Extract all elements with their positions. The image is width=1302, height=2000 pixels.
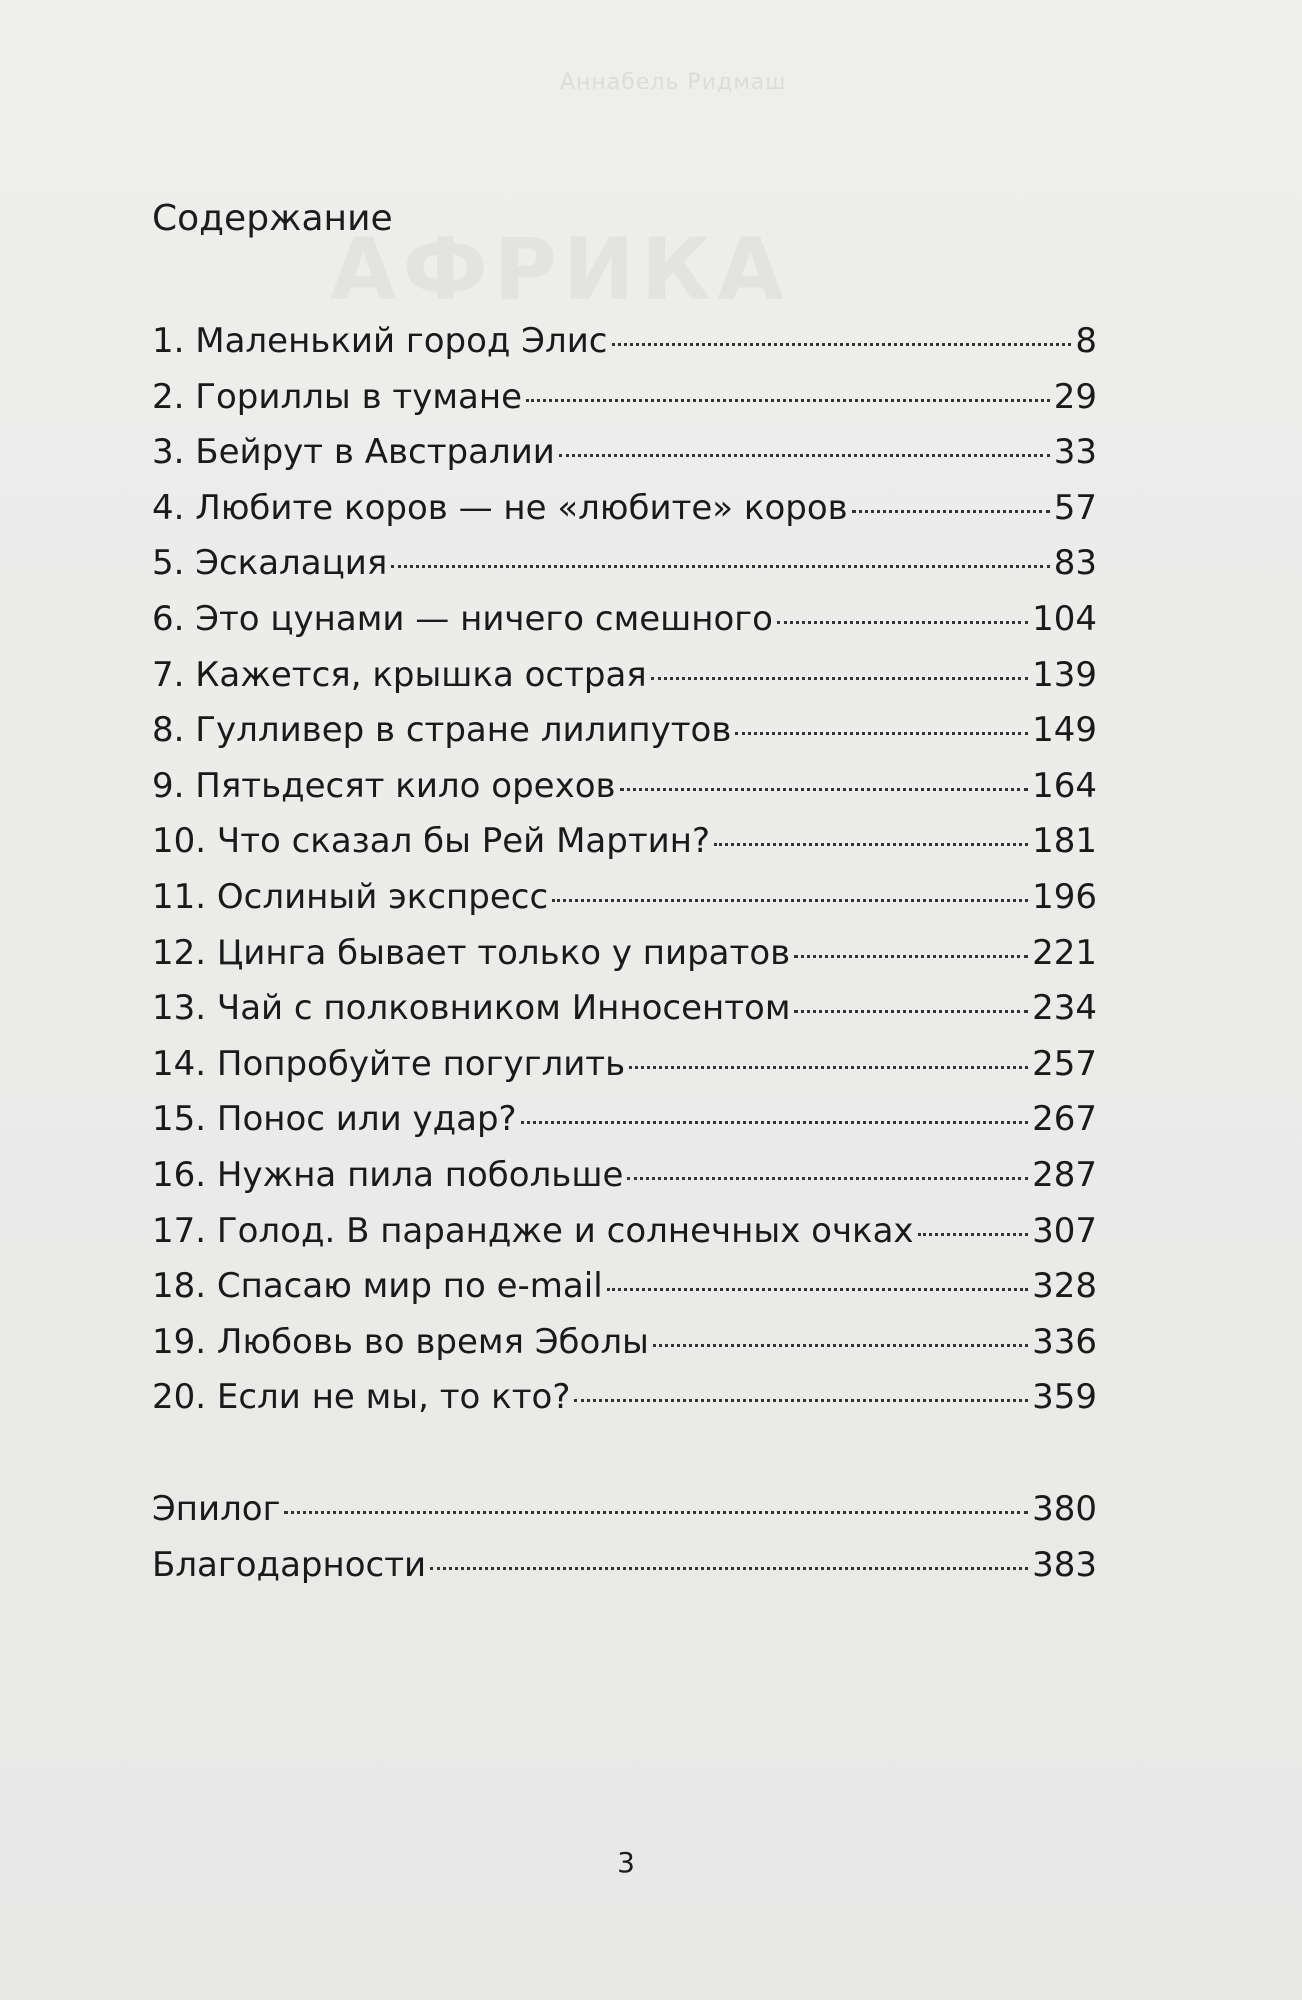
toc-entry-page: 57 <box>1053 487 1097 528</box>
toc-entry-title: 9. Пятьдесят кило орехов <box>152 765 616 806</box>
toc-entry <box>152 370 1097 426</box>
toc-entry-title: 17. Голод. В парандже и солнечных очках <box>152 1210 914 1251</box>
dot-leader <box>852 510 1050 513</box>
toc-entry <box>152 870 1097 926</box>
toc-entry-page: 83 <box>1053 543 1097 584</box>
toc-entry-page: 8 <box>1075 321 1097 361</box>
dot-leader <box>627 1177 1028 1180</box>
toc-entry-title: 14. Попробуйте погуглить <box>152 1043 626 1084</box>
toc-entry-title: 3. Бейрут в Австралии <box>152 432 555 473</box>
dot-leader <box>526 399 1050 402</box>
toc-entry-title: 4. Любите коров — не «любите» коров <box>152 487 848 528</box>
dot-leader <box>552 899 1028 902</box>
toc-entry <box>152 425 1097 481</box>
toc-entry <box>152 1092 1097 1148</box>
toc-entry-title: 20. Если не мы, то кто? <box>152 1377 571 1418</box>
toc-entry-page: 307 <box>1032 1210 1097 1251</box>
bleed-through-title: АФРИКА <box>330 220 790 320</box>
page-number: 3 <box>617 1846 635 1879</box>
toc-entry-title: 2. Гориллы в тумане <box>152 376 522 417</box>
toc-entry-page: 380 <box>1032 1489 1097 1529</box>
toc-entry <box>152 592 1097 648</box>
dot-leader <box>629 1066 1028 1069</box>
toc-entry-page: 328 <box>1032 1266 1097 1307</box>
toc-entry-page: 149 <box>1032 710 1097 751</box>
toc-entry-page: 383 <box>1032 1544 1097 1585</box>
bleed-through-header: Аннабель Ридмаш <box>560 70 787 95</box>
toc-entry <box>152 1482 1097 1538</box>
dot-leader <box>391 565 1049 568</box>
dot-leader <box>574 1399 1028 1402</box>
toc-entry <box>152 648 1097 704</box>
toc-entry-title: 19. Любовь во время Эболы <box>152 1321 649 1362</box>
toc-entry-page: 221 <box>1032 932 1097 973</box>
toc-entry-page: 139 <box>1032 654 1097 695</box>
toc-entry-page: 267 <box>1032 1099 1097 1140</box>
toc-entry <box>152 1037 1097 1093</box>
dot-leader <box>284 1511 1028 1514</box>
dot-leader <box>620 788 1029 791</box>
toc-entry <box>152 1204 1097 1260</box>
toc-chapter-list <box>152 314 1097 1426</box>
dot-leader <box>777 621 1028 624</box>
dot-leader <box>559 454 1050 457</box>
toc-entry-page: 181 <box>1032 821 1097 862</box>
toc-entry-title: 12. Цинга бывает только у пиратов <box>152 932 791 973</box>
toc-entry-title: 5. Эскалация <box>152 543 388 584</box>
toc-entry-page: 336 <box>1032 1321 1097 1362</box>
toc-title: Содержание <box>152 198 393 239</box>
toc-entry-title: Эпилог <box>152 1489 281 1529</box>
dot-leader <box>794 955 1028 958</box>
dot-leader <box>612 343 1072 346</box>
toc-entry <box>152 1370 1097 1426</box>
toc-back-matter-list <box>152 1482 1097 1593</box>
toc-entry <box>152 1538 1097 1594</box>
toc-entry-page: 104 <box>1032 598 1097 639</box>
toc-entry-page: 257 <box>1032 1043 1097 1084</box>
dot-leader <box>918 1233 1029 1236</box>
toc-entry-title: Благодарности <box>152 1544 427 1585</box>
toc-entry <box>152 981 1097 1037</box>
toc-entry-page: 287 <box>1032 1154 1097 1195</box>
toc-entry-title: 10. Что сказал бы Рей Мартин? <box>152 821 710 862</box>
dot-leader <box>735 732 1028 735</box>
toc-entry-page: 164 <box>1032 765 1097 806</box>
toc-entry <box>152 314 1097 370</box>
toc-entry <box>152 536 1097 592</box>
dot-leader <box>653 1344 1028 1347</box>
dot-leader <box>430 1567 1028 1570</box>
dot-leader <box>521 1121 1028 1124</box>
toc-entry-page: 33 <box>1053 432 1097 473</box>
toc-entry-title: 13. Чай с полковником Инносентом <box>152 988 791 1029</box>
toc-entry <box>152 1259 1097 1315</box>
toc-entry-title: 11. Ослиный экспресс <box>152 876 549 917</box>
toc-entry <box>152 814 1097 870</box>
dot-leader <box>714 843 1028 846</box>
toc-entry-title: 1. Маленький город Элис <box>152 321 608 361</box>
dot-leader <box>607 1288 1028 1291</box>
toc-entry-title: 7. Кажется, крышка острая <box>152 654 647 695</box>
toc-entry-title: 6. Это цунами — ничего смешного <box>152 598 773 639</box>
toc-entry <box>152 481 1097 537</box>
toc-entry-title: 15. Понос или удар? <box>152 1099 517 1140</box>
toc-entry-page: 234 <box>1032 988 1097 1029</box>
toc-entry-title: 16. Нужна пила побольше <box>152 1154 624 1195</box>
toc-entry <box>152 703 1097 759</box>
toc-entry <box>152 759 1097 815</box>
toc-entry-page: 29 <box>1053 376 1097 417</box>
toc-entry <box>152 926 1097 982</box>
dot-leader <box>651 677 1028 680</box>
toc-entry-title: 8. Гулливер в стране лилипутов <box>152 710 732 751</box>
toc-entry-page: 359 <box>1032 1377 1097 1418</box>
toc-entry <box>152 1315 1097 1371</box>
toc-entry-title: 18. Спасаю мир по e-mail <box>152 1266 603 1307</box>
toc-entry <box>152 1148 1097 1204</box>
dot-leader <box>794 1010 1028 1013</box>
toc-entry-page: 196 <box>1032 876 1097 917</box>
